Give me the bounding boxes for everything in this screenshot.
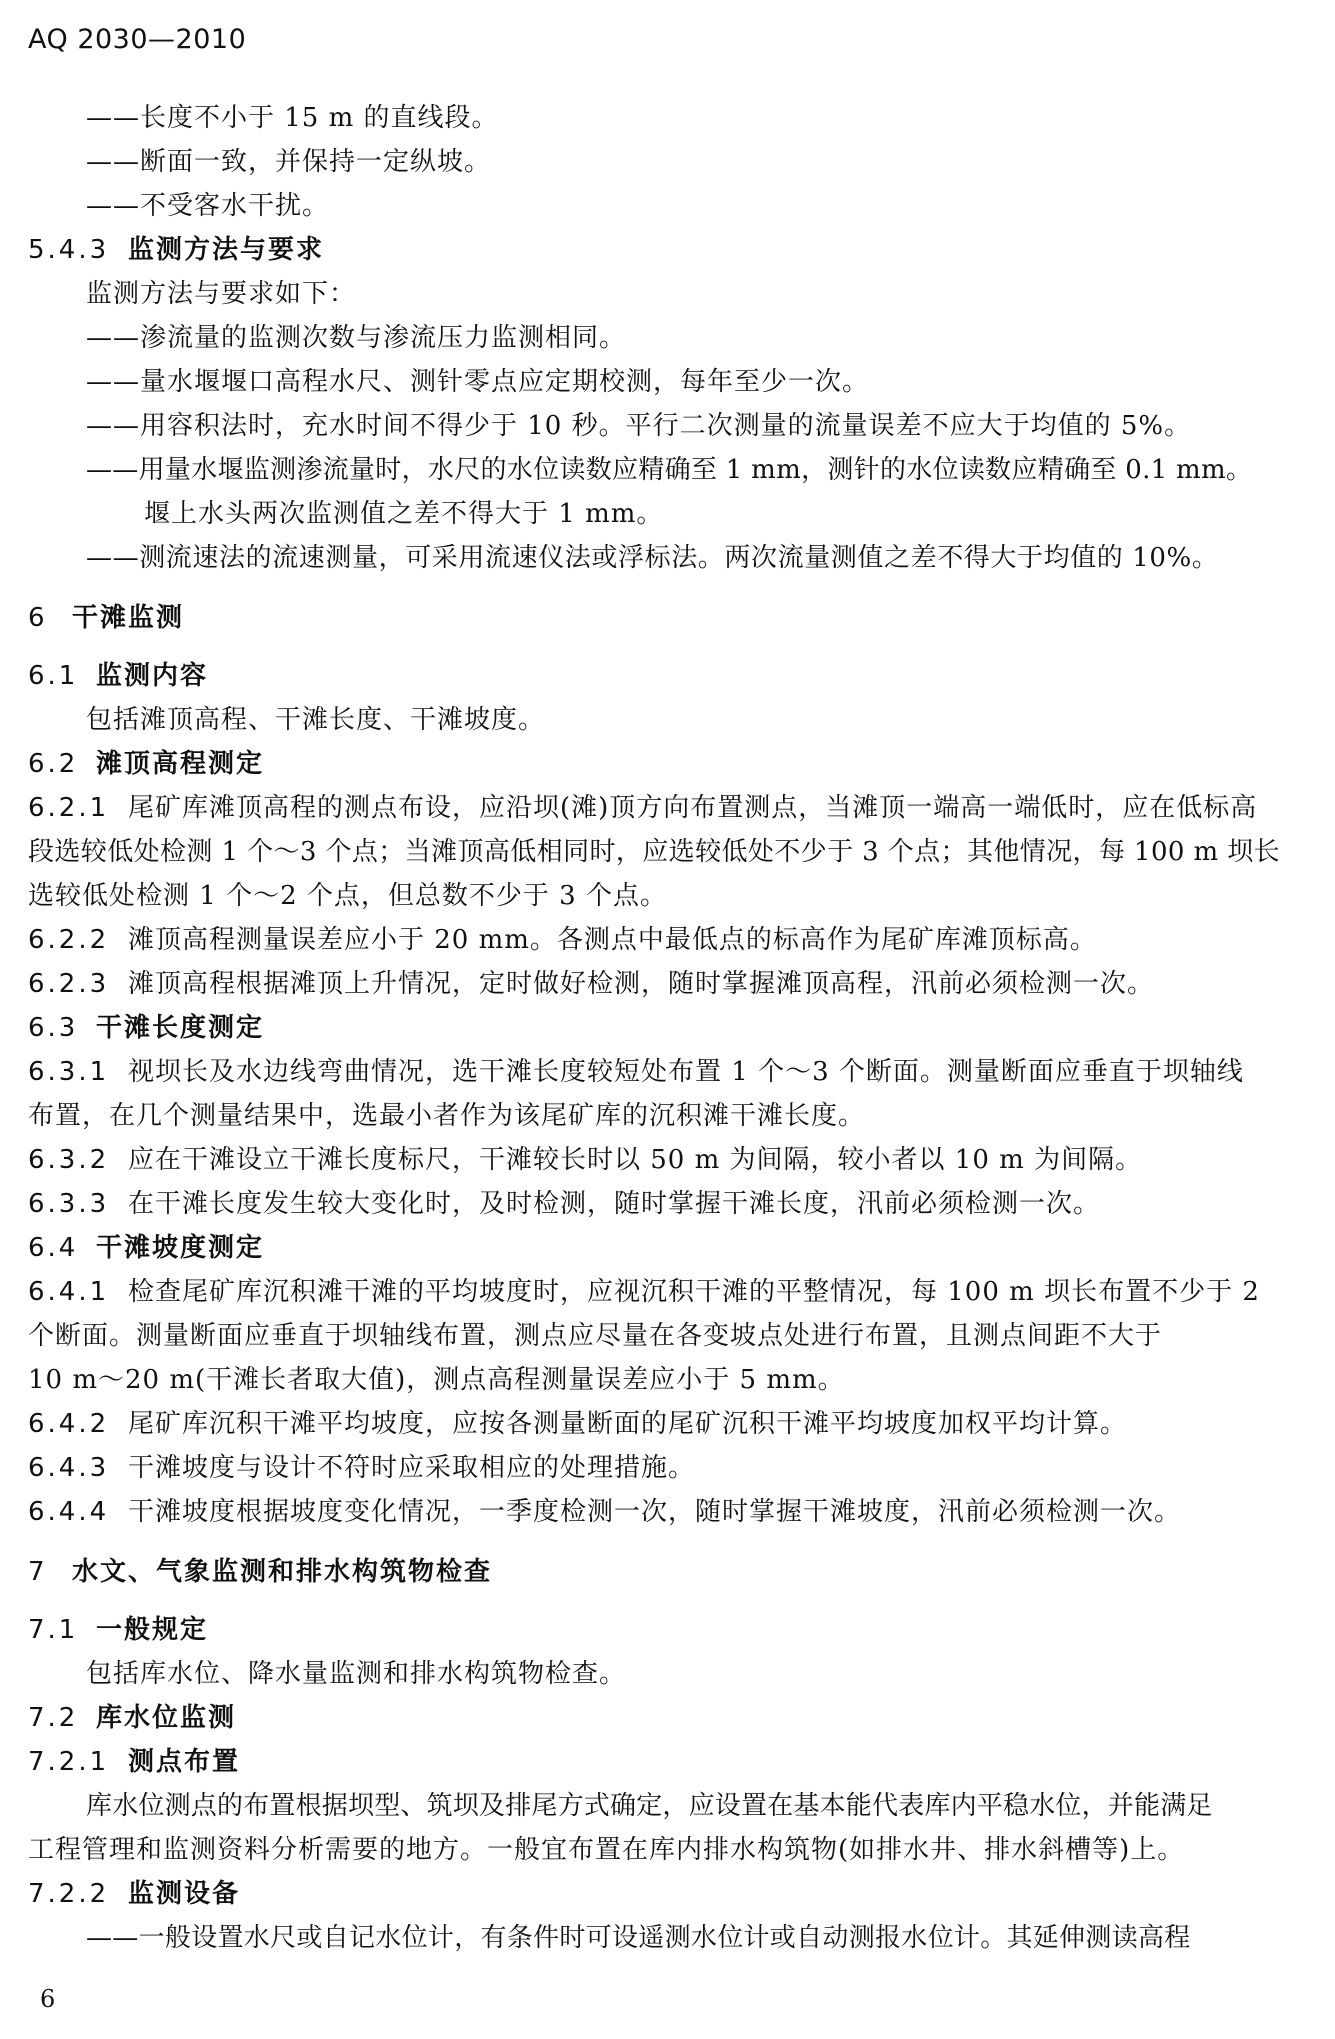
section-title: 监测内容: [96, 661, 209, 691]
chapter-title: 干滩监测: [72, 603, 185, 633]
clause-6-4-3: [28, 1446, 1310, 1490]
clause-number: 6.3.1: [28, 1057, 110, 1087]
chapter-number: 6: [28, 603, 46, 633]
section-heading-7-2-1: [28, 1740, 1310, 1784]
section-heading-7-1: [28, 1608, 1310, 1652]
clause-number: 6.2.1: [28, 793, 110, 823]
chapter-heading-6: [28, 596, 1310, 640]
clause-number: 6.4.3: [28, 1453, 110, 1483]
list-item: ——断面一致，并保持一定纵坡。: [86, 147, 492, 177]
section-number: 7.1: [28, 1615, 79, 1645]
paragraph: 监测方法与要求如下：: [86, 279, 357, 309]
clause-text: 干滩坡度根据坡度变化情况，一季度检测一次，随时掌握干滩坡度，汛前必须检测一次。: [128, 1497, 1182, 1527]
clause-text: 视坝长及水边线弯曲情况，选干滩长度较短处布置 1 个～3 个断面。测量断面应垂直于坝轴线: [128, 1057, 1244, 1087]
clause-text: 干滩坡度与设计不符时应采取相应的处理措施。: [128, 1453, 696, 1483]
clause-text: 在干滩长度发生较大变化时，及时检测，随时掌握干滩长度，汛前必须检测一次。: [128, 1189, 1101, 1219]
clause-text: 滩顶高程测量误差应小于 20 mm。各测点中最低点的标高作为尾矿库滩顶标高。: [128, 925, 1097, 955]
clause-6-3-3: [28, 1182, 1310, 1226]
clause-text-continuation: 选较低处检测 1 个～2 个点，但总数不少于 3 个点。: [28, 881, 667, 911]
section-title: 监测设备: [128, 1879, 241, 1909]
chapter-title: 水文、气象监测和排水构筑物检查: [72, 1557, 493, 1587]
section-heading-7-2-2: [28, 1872, 1310, 1916]
clause-number: 6.4.1: [28, 1277, 110, 1307]
list-item: ——一般设置水尺或自记水位计，有条件时可设遥测水位计或自动测报水位计。其延伸测读高程: [86, 1923, 1191, 1953]
chapter-heading-7: [28, 1550, 1310, 1594]
paragraph: 包括滩顶高程、干滩长度、干滩坡度。: [86, 705, 546, 735]
clause-text-continuation: 段选较低处检测 1 个～3 个点；当滩顶高低相同时，应选较低处不少于 3 个点；其他情况，每 100 m 坝长: [28, 837, 1281, 867]
clause-6-3-2: [28, 1138, 1310, 1182]
paragraph: 库水位测点的布置根据坝型、筑坝及排尾方式确定，应设置在基本能代表库内平稳水位，并能满足: [86, 1791, 1213, 1821]
list-item: ——不受客水干扰。: [86, 191, 330, 221]
clause-6-2-2: [28, 918, 1310, 962]
list-item: ——渗流量的监测次数与渗流压力监测相同。: [86, 323, 627, 353]
paragraph-continuation: 工程管理和监测资料分析需要的地方。一般宜布置在库内排水构筑物(如排水井、排水斜槽等)上。: [28, 1835, 1185, 1865]
section-title: 滩顶高程测定: [96, 749, 265, 779]
section-heading-6-4: [28, 1226, 1310, 1270]
clause-text: 尾矿库滩顶高程的测点布设，应沿坝(滩)顶方向布置测点，当滩顶一端高一端低时，应在低标高: [128, 793, 1258, 823]
chapter-number: 7: [28, 1557, 46, 1587]
section-heading-7-2: [28, 1696, 1310, 1740]
clause-text-continuation: 布置，在几个测量结果中，选最小者作为该尾矿库的沉积滩干滩长度。: [28, 1101, 866, 1131]
section-title: 库水位监测: [96, 1703, 237, 1733]
section-heading-6-1: [28, 654, 1310, 698]
list-item: ——用容积法时，充水时间不得少于 10 秒。平行二次测量的流量误差不应大于均值的 5%。: [86, 411, 1192, 441]
clause-number: 6.2.3: [28, 969, 110, 999]
list-item: ——量水堰堰口高程水尺、测针零点应定期校测，每年至少一次。: [86, 367, 870, 397]
clause-number: 6.4.4: [28, 1497, 110, 1527]
list-item: ——测流速法的流速测量，可采用流速仪法或浮标法。两次流量测值之差不得大于均值的 10%。: [86, 543, 1219, 573]
section-number: 6.2: [28, 749, 79, 779]
clause-text: 滩顶高程根据滩顶上升情况，定时做好检测，随时掌握滩顶高程，汛前必须检测一次。: [128, 969, 1155, 999]
section-number: 6.1: [28, 661, 79, 691]
document-body: [28, 96, 1310, 1960]
clause-6-2-3: [28, 962, 1310, 1006]
section-number: 7.2.1: [28, 1747, 110, 1777]
section-number: 5.4.3: [28, 235, 110, 265]
clause-number: 6.3.2: [28, 1145, 110, 1175]
section-heading-6-2: [28, 742, 1310, 786]
section-title: 监测方法与要求: [128, 235, 325, 265]
page-number: 6: [40, 1985, 56, 2013]
section-number: 6.4: [28, 1233, 79, 1263]
list-item-continuation: 堰上水头两次监测值之差不得大于 1 mm。: [144, 499, 664, 529]
section-heading-6-3: [28, 1006, 1310, 1050]
clause-6-2-1: [28, 786, 1310, 830]
section-number: 7.2: [28, 1703, 79, 1733]
clause-text: 尾矿库沉积干滩平均坡度，应按各测量断面的尾矿沉积干滩平均坡度加权平均计算。: [128, 1409, 1128, 1439]
clause-number: 6.3.3: [28, 1189, 110, 1219]
list-item: ——用量水堰监测渗流量时，水尺的水位读数应精确至 1 mm，测针的水位读数应精确至 0.1 mm。: [86, 455, 1253, 485]
section-title: 干滩坡度测定: [96, 1233, 265, 1263]
clause-number: 6.2.2: [28, 925, 110, 955]
clause-6-4-4: [28, 1490, 1310, 1534]
section-title: 干滩长度测定: [96, 1013, 265, 1043]
clause-text: 检查尾矿库沉积滩干滩的平均坡度时，应视沉积干滩的平整情况，每 100 m 坝长布置不少于 2: [128, 1277, 1260, 1307]
standard-code-header: AQ 2030—2010: [28, 24, 247, 55]
paragraph: 包括库水位、降水量监测和排水构筑物检查。: [86, 1659, 627, 1689]
section-number: 7.2.2: [28, 1879, 110, 1909]
clause-text-continuation: 个断面。测量断面应垂直于坝轴线布置，测点应尽量在各变坡点处进行布置，且测点间距不大于: [28, 1321, 1163, 1351]
list-item: ——长度不小于 15 m 的直线段。: [86, 103, 499, 133]
clause-6-4-2: [28, 1402, 1310, 1446]
clause-text-continuation: 10 m～20 m(干滩长者取大值)，测点高程测量误差应小于 5 mm。: [28, 1365, 845, 1395]
clause-6-4-1: [28, 1270, 1310, 1314]
clause-6-3-1: [28, 1050, 1310, 1094]
section-number: 6.3: [28, 1013, 79, 1043]
clause-number: 6.4.2: [28, 1409, 110, 1439]
section-title: 测点布置: [128, 1747, 241, 1777]
section-title: 一般规定: [96, 1615, 209, 1645]
section-heading-5-4-3: [28, 228, 1310, 272]
clause-text: 应在干滩设立干滩长度标尺，干滩较长时以 50 m 为间隔，较小者以 10 m 为间隔。: [128, 1145, 1143, 1175]
